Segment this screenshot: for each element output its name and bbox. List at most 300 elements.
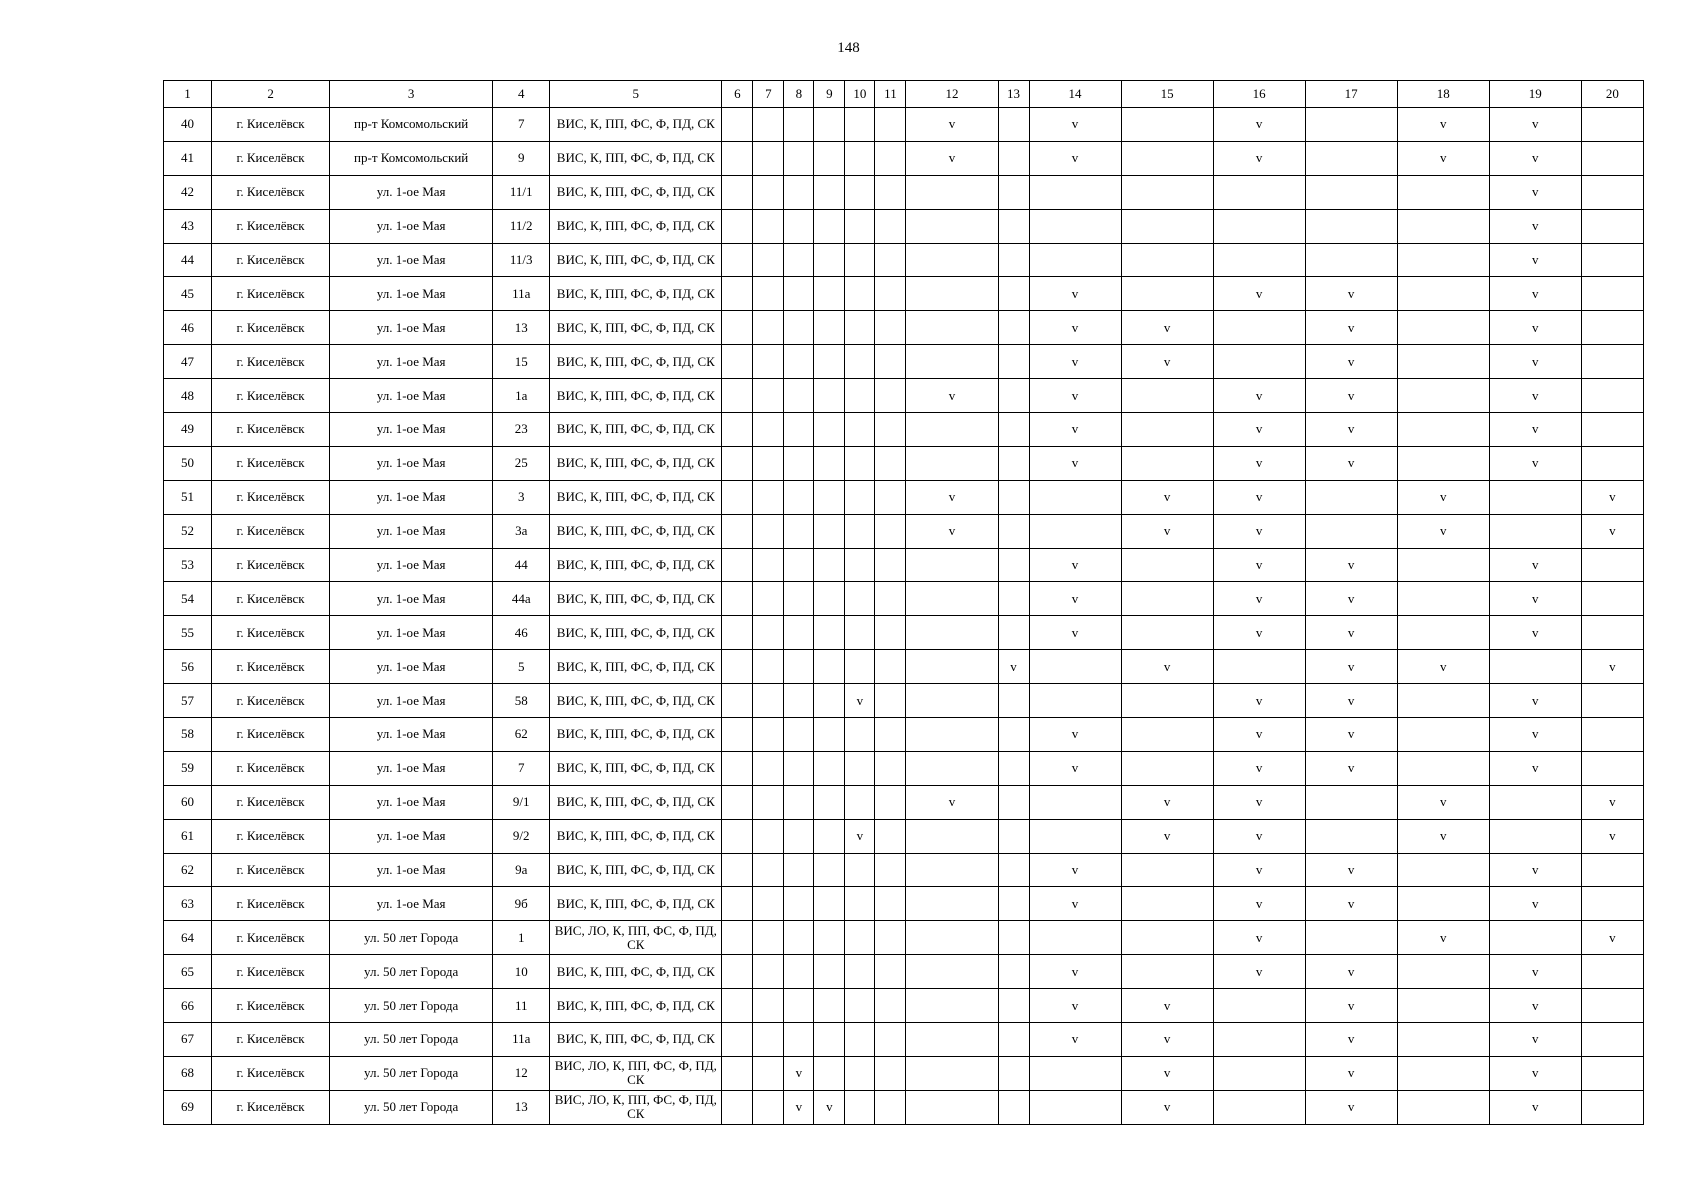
table-row bbox=[164, 446, 1644, 480]
empty-cell bbox=[1397, 379, 1489, 413]
check-mark-cell: v bbox=[1489, 751, 1581, 785]
empty-cell bbox=[875, 921, 906, 955]
table-row bbox=[164, 921, 1644, 955]
check-mark-cell: v bbox=[1305, 582, 1397, 616]
empty-cell bbox=[1121, 108, 1213, 142]
empty-cell bbox=[753, 379, 784, 413]
empty-cell bbox=[722, 819, 753, 853]
table-row bbox=[164, 650, 1644, 684]
empty-cell bbox=[875, 514, 906, 548]
check-mark-cell: v bbox=[1121, 819, 1213, 853]
empty-cell bbox=[1581, 141, 1643, 175]
empty-cell bbox=[845, 345, 875, 379]
empty-cell bbox=[1397, 1056, 1489, 1090]
registry-table bbox=[163, 80, 1644, 1125]
check-mark-cell: v bbox=[1029, 751, 1121, 785]
works-list-cell: ВИС, ЛО, К, ПП, ФС, Ф, ПД, СК bbox=[550, 1056, 722, 1090]
empty-cell bbox=[998, 989, 1029, 1023]
check-mark-cell: v bbox=[1489, 243, 1581, 277]
empty-cell bbox=[906, 582, 998, 616]
empty-cell bbox=[875, 379, 906, 413]
empty-cell bbox=[1397, 243, 1489, 277]
check-mark-cell: v bbox=[1213, 413, 1305, 447]
house-number-cell: 11/1 bbox=[493, 175, 550, 209]
empty-cell bbox=[1397, 175, 1489, 209]
check-mark-cell: v bbox=[998, 650, 1029, 684]
check-mark-cell: v bbox=[1121, 514, 1213, 548]
empty-cell bbox=[753, 514, 784, 548]
empty-cell bbox=[784, 379, 814, 413]
house-number-cell: 9б bbox=[493, 887, 550, 921]
check-mark-cell: v bbox=[1213, 718, 1305, 752]
empty-cell bbox=[784, 853, 814, 887]
empty-cell bbox=[784, 175, 814, 209]
table-row bbox=[164, 108, 1644, 142]
empty-cell bbox=[998, 751, 1029, 785]
empty-cell bbox=[906, 921, 998, 955]
works-list-cell: ВИС, К, ПП, ФС, Ф, ПД, СК bbox=[550, 582, 722, 616]
empty-cell bbox=[814, 955, 845, 989]
empty-cell bbox=[753, 277, 784, 311]
empty-cell bbox=[814, 175, 845, 209]
table-row bbox=[164, 141, 1644, 175]
city-cell: г. Киселёвск bbox=[212, 345, 330, 379]
city-cell: г. Киселёвск bbox=[212, 921, 330, 955]
empty-cell bbox=[998, 379, 1029, 413]
city-cell: г. Киселёвск bbox=[212, 514, 330, 548]
check-mark-cell: v bbox=[1213, 819, 1305, 853]
empty-cell bbox=[998, 209, 1029, 243]
empty-cell bbox=[875, 887, 906, 921]
empty-cell bbox=[1581, 108, 1643, 142]
empty-cell bbox=[814, 311, 845, 345]
city-cell: г. Киселёвск bbox=[212, 650, 330, 684]
empty-cell bbox=[1029, 1090, 1121, 1124]
empty-cell bbox=[845, 853, 875, 887]
table-row bbox=[164, 887, 1644, 921]
empty-cell bbox=[1489, 819, 1581, 853]
empty-cell bbox=[1121, 548, 1213, 582]
street-cell: ул. 1-ое Мая bbox=[330, 277, 493, 311]
empty-cell bbox=[814, 650, 845, 684]
house-number-cell: 11/2 bbox=[493, 209, 550, 243]
empty-cell bbox=[875, 819, 906, 853]
empty-cell bbox=[722, 1023, 753, 1057]
header-cell: 6 bbox=[722, 81, 753, 108]
check-mark-cell: v bbox=[1121, 989, 1213, 1023]
street-cell: ул. 1-ое Мая bbox=[330, 548, 493, 582]
works-list-cell: ВИС, К, ПП, ФС, Ф, ПД, СК bbox=[550, 684, 722, 718]
empty-cell bbox=[1397, 1090, 1489, 1124]
empty-cell bbox=[784, 446, 814, 480]
empty-cell bbox=[1029, 480, 1121, 514]
table-row bbox=[164, 989, 1644, 1023]
empty-cell bbox=[1305, 209, 1397, 243]
empty-cell bbox=[998, 345, 1029, 379]
check-mark-cell: v bbox=[1121, 1090, 1213, 1124]
empty-cell bbox=[753, 853, 784, 887]
empty-cell bbox=[906, 1023, 998, 1057]
empty-cell bbox=[906, 1090, 998, 1124]
empty-cell bbox=[753, 989, 784, 1023]
city-cell: г. Киселёвск bbox=[212, 175, 330, 209]
row-number-cell: 48 bbox=[164, 379, 212, 413]
city-cell: г. Киселёвск bbox=[212, 548, 330, 582]
empty-cell bbox=[722, 1056, 753, 1090]
street-cell: ул. 1-ое Мая bbox=[330, 684, 493, 718]
empty-cell bbox=[814, 243, 845, 277]
check-mark-cell: v bbox=[1581, 650, 1643, 684]
empty-cell bbox=[1121, 209, 1213, 243]
empty-cell bbox=[753, 345, 784, 379]
street-cell: ул. 1-ое Мая bbox=[330, 480, 493, 514]
empty-cell bbox=[1397, 1023, 1489, 1057]
street-cell: ул. 1-ое Мая bbox=[330, 853, 493, 887]
empty-cell bbox=[1397, 718, 1489, 752]
empty-cell bbox=[1581, 989, 1643, 1023]
empty-cell bbox=[784, 616, 814, 650]
check-mark-cell: v bbox=[1213, 480, 1305, 514]
empty-cell bbox=[722, 921, 753, 955]
check-mark-cell: v bbox=[1213, 616, 1305, 650]
empty-cell bbox=[753, 955, 784, 989]
empty-cell bbox=[784, 785, 814, 819]
row-number-cell: 66 bbox=[164, 989, 212, 1023]
empty-cell bbox=[722, 243, 753, 277]
empty-cell bbox=[753, 921, 784, 955]
street-cell: пр-т Комсомольский bbox=[330, 141, 493, 175]
empty-cell bbox=[722, 1090, 753, 1124]
empty-cell bbox=[784, 989, 814, 1023]
empty-cell bbox=[722, 718, 753, 752]
check-mark-cell: v bbox=[906, 785, 998, 819]
house-number-cell: 3 bbox=[493, 480, 550, 514]
empty-cell bbox=[998, 480, 1029, 514]
city-cell: г. Киселёвск bbox=[212, 989, 330, 1023]
check-mark-cell: v bbox=[1489, 1090, 1581, 1124]
empty-cell bbox=[722, 955, 753, 989]
empty-cell bbox=[814, 819, 845, 853]
empty-cell bbox=[1213, 243, 1305, 277]
row-number-cell: 42 bbox=[164, 175, 212, 209]
empty-cell bbox=[753, 785, 784, 819]
empty-cell bbox=[845, 616, 875, 650]
city-cell: г. Киселёвск bbox=[212, 751, 330, 785]
empty-cell bbox=[753, 243, 784, 277]
empty-cell bbox=[753, 684, 784, 718]
empty-cell bbox=[845, 379, 875, 413]
empty-cell bbox=[845, 480, 875, 514]
row-number-cell: 41 bbox=[164, 141, 212, 175]
empty-cell bbox=[845, 751, 875, 785]
empty-cell bbox=[814, 209, 845, 243]
row-number-cell: 67 bbox=[164, 1023, 212, 1057]
check-mark-cell: v bbox=[1029, 955, 1121, 989]
works-list-cell: ВИС, К, ПП, ФС, Ф, ПД, СК bbox=[550, 1023, 722, 1057]
row-number-cell: 53 bbox=[164, 548, 212, 582]
empty-cell bbox=[998, 1023, 1029, 1057]
empty-cell bbox=[1581, 379, 1643, 413]
empty-cell bbox=[1213, 650, 1305, 684]
empty-cell bbox=[906, 684, 998, 718]
works-list-cell: ВИС, К, ПП, ФС, Ф, ПД, СК bbox=[550, 345, 722, 379]
empty-cell bbox=[906, 718, 998, 752]
city-cell: г. Киселёвск bbox=[212, 718, 330, 752]
empty-cell bbox=[875, 955, 906, 989]
works-list-cell: ВИС, К, ПП, ФС, Ф, ПД, СК bbox=[550, 108, 722, 142]
check-mark-cell: v bbox=[1029, 446, 1121, 480]
check-mark-cell: v bbox=[1213, 514, 1305, 548]
empty-cell bbox=[875, 141, 906, 175]
empty-cell bbox=[845, 887, 875, 921]
empty-cell bbox=[1029, 175, 1121, 209]
empty-cell bbox=[814, 1056, 845, 1090]
table-row bbox=[164, 785, 1644, 819]
street-cell: ул. 1-ое Мая bbox=[330, 209, 493, 243]
empty-cell bbox=[1397, 548, 1489, 582]
check-mark-cell: v bbox=[1213, 887, 1305, 921]
empty-cell bbox=[722, 887, 753, 921]
row-number-cell: 50 bbox=[164, 446, 212, 480]
check-mark-cell: v bbox=[1213, 379, 1305, 413]
empty-cell bbox=[1397, 616, 1489, 650]
empty-cell bbox=[753, 1056, 784, 1090]
empty-cell bbox=[814, 684, 845, 718]
empty-cell bbox=[784, 751, 814, 785]
empty-cell bbox=[753, 141, 784, 175]
row-number-cell: 49 bbox=[164, 413, 212, 447]
empty-cell bbox=[753, 413, 784, 447]
empty-cell bbox=[1305, 819, 1397, 853]
check-mark-cell: v bbox=[1213, 921, 1305, 955]
works-list-cell: ВИС, К, ПП, ФС, Ф, ПД, СК bbox=[550, 989, 722, 1023]
table-body bbox=[164, 108, 1644, 1125]
check-mark-cell: v bbox=[1489, 379, 1581, 413]
empty-cell bbox=[814, 108, 845, 142]
row-number-cell: 62 bbox=[164, 853, 212, 887]
empty-cell bbox=[814, 446, 845, 480]
empty-cell bbox=[1121, 243, 1213, 277]
header-cell: 18 bbox=[1397, 81, 1489, 108]
check-mark-cell: v bbox=[1213, 277, 1305, 311]
street-cell: ул. 1-ое Мая bbox=[330, 887, 493, 921]
empty-cell bbox=[753, 1023, 784, 1057]
check-mark-cell: v bbox=[1029, 277, 1121, 311]
empty-cell bbox=[906, 616, 998, 650]
empty-cell bbox=[1121, 446, 1213, 480]
empty-cell bbox=[1213, 311, 1305, 345]
table-row bbox=[164, 413, 1644, 447]
empty-cell bbox=[1029, 921, 1121, 955]
empty-cell bbox=[1121, 853, 1213, 887]
check-mark-cell: v bbox=[1029, 413, 1121, 447]
check-mark-cell: v bbox=[1489, 548, 1581, 582]
empty-cell bbox=[753, 887, 784, 921]
empty-cell bbox=[845, 243, 875, 277]
empty-cell bbox=[875, 209, 906, 243]
table-row bbox=[164, 243, 1644, 277]
table-row bbox=[164, 209, 1644, 243]
street-cell: ул. 50 лет Города bbox=[330, 989, 493, 1023]
check-mark-cell: v bbox=[1121, 345, 1213, 379]
empty-cell bbox=[1397, 277, 1489, 311]
empty-cell bbox=[1397, 446, 1489, 480]
empty-cell bbox=[1581, 751, 1643, 785]
empty-cell bbox=[1121, 718, 1213, 752]
empty-cell bbox=[753, 650, 784, 684]
header-cell: 9 bbox=[814, 81, 845, 108]
empty-cell bbox=[784, 209, 814, 243]
works-list-cell: ВИС, ЛО, К, ПП, ФС, Ф, ПД, СК bbox=[550, 1090, 722, 1124]
empty-cell bbox=[1121, 413, 1213, 447]
works-list-cell: ВИС, К, ПП, ФС, Ф, ПД, СК bbox=[550, 718, 722, 752]
empty-cell bbox=[1581, 1090, 1643, 1124]
empty-cell bbox=[722, 989, 753, 1023]
empty-cell bbox=[784, 887, 814, 921]
house-number-cell: 44а bbox=[493, 582, 550, 616]
works-list-cell: ВИС, К, ПП, ФС, Ф, ПД, СК bbox=[550, 277, 722, 311]
empty-cell bbox=[1397, 955, 1489, 989]
house-number-cell: 9 bbox=[493, 141, 550, 175]
empty-cell bbox=[784, 1023, 814, 1057]
table-row bbox=[164, 751, 1644, 785]
check-mark-cell: v bbox=[1397, 921, 1489, 955]
empty-cell bbox=[814, 582, 845, 616]
empty-cell bbox=[998, 108, 1029, 142]
empty-cell bbox=[1029, 650, 1121, 684]
empty-cell bbox=[722, 548, 753, 582]
check-mark-cell: v bbox=[1029, 345, 1121, 379]
row-number-cell: 60 bbox=[164, 785, 212, 819]
street-cell: ул. 50 лет Города bbox=[330, 955, 493, 989]
check-mark-cell: v bbox=[784, 1056, 814, 1090]
header-cell: 1 bbox=[164, 81, 212, 108]
empty-cell bbox=[998, 718, 1029, 752]
empty-cell bbox=[1581, 209, 1643, 243]
empty-cell bbox=[1581, 616, 1643, 650]
check-mark-cell: v bbox=[1121, 480, 1213, 514]
header-cell: 15 bbox=[1121, 81, 1213, 108]
empty-cell bbox=[998, 446, 1029, 480]
street-cell: ул. 1-ое Мая bbox=[330, 379, 493, 413]
empty-cell bbox=[906, 277, 998, 311]
empty-cell bbox=[1581, 582, 1643, 616]
header-cell: 19 bbox=[1489, 81, 1581, 108]
works-list-cell: ВИС, К, ПП, ФС, Ф, ПД, СК bbox=[550, 751, 722, 785]
empty-cell bbox=[998, 311, 1029, 345]
empty-cell bbox=[845, 141, 875, 175]
empty-cell bbox=[1489, 785, 1581, 819]
header-cell: 17 bbox=[1305, 81, 1397, 108]
empty-cell bbox=[1029, 209, 1121, 243]
check-mark-cell: v bbox=[784, 1090, 814, 1124]
empty-cell bbox=[845, 446, 875, 480]
check-mark-cell: v bbox=[1213, 955, 1305, 989]
row-number-cell: 65 bbox=[164, 955, 212, 989]
empty-cell bbox=[753, 582, 784, 616]
empty-cell bbox=[845, 108, 875, 142]
empty-cell bbox=[875, 311, 906, 345]
empty-cell bbox=[1581, 1056, 1643, 1090]
empty-cell bbox=[1213, 1023, 1305, 1057]
check-mark-cell: v bbox=[906, 480, 998, 514]
check-mark-cell: v bbox=[1213, 785, 1305, 819]
works-list-cell: ВИС, К, ПП, ФС, Ф, ПД, СК bbox=[550, 209, 722, 243]
street-cell: ул. 50 лет Города bbox=[330, 921, 493, 955]
house-number-cell: 9/1 bbox=[493, 785, 550, 819]
empty-cell bbox=[845, 175, 875, 209]
empty-cell bbox=[845, 514, 875, 548]
table-row bbox=[164, 582, 1644, 616]
empty-cell bbox=[1213, 1056, 1305, 1090]
empty-cell bbox=[784, 582, 814, 616]
empty-cell bbox=[906, 650, 998, 684]
empty-cell bbox=[998, 819, 1029, 853]
header-cell: 7 bbox=[753, 81, 784, 108]
check-mark-cell: v bbox=[1213, 548, 1305, 582]
house-number-cell: 9а bbox=[493, 853, 550, 887]
empty-cell bbox=[998, 616, 1029, 650]
check-mark-cell: v bbox=[1581, 921, 1643, 955]
empty-cell bbox=[845, 921, 875, 955]
empty-cell bbox=[814, 277, 845, 311]
empty-cell bbox=[753, 616, 784, 650]
empty-cell bbox=[1397, 853, 1489, 887]
check-mark-cell: v bbox=[1029, 718, 1121, 752]
row-number-cell: 63 bbox=[164, 887, 212, 921]
empty-cell bbox=[1581, 243, 1643, 277]
check-mark-cell: v bbox=[1029, 108, 1121, 142]
empty-cell bbox=[1397, 887, 1489, 921]
check-mark-cell: v bbox=[1489, 684, 1581, 718]
check-mark-cell: v bbox=[1213, 141, 1305, 175]
check-mark-cell: v bbox=[1213, 751, 1305, 785]
empty-cell bbox=[1029, 1056, 1121, 1090]
empty-cell bbox=[1121, 684, 1213, 718]
header-cell: 20 bbox=[1581, 81, 1643, 108]
page-number: 148 bbox=[837, 40, 860, 56]
empty-cell bbox=[784, 819, 814, 853]
empty-cell bbox=[753, 751, 784, 785]
empty-cell bbox=[845, 650, 875, 684]
empty-cell bbox=[875, 480, 906, 514]
row-number-cell: 47 bbox=[164, 345, 212, 379]
works-list-cell: ВИС, К, ПП, ФС, Ф, ПД, СК bbox=[550, 243, 722, 277]
city-cell: г. Киселёвск bbox=[212, 277, 330, 311]
empty-cell bbox=[1121, 955, 1213, 989]
house-number-cell: 10 bbox=[493, 955, 550, 989]
row-number-cell: 59 bbox=[164, 751, 212, 785]
empty-cell bbox=[784, 311, 814, 345]
check-mark-cell: v bbox=[1489, 311, 1581, 345]
empty-cell bbox=[1121, 887, 1213, 921]
empty-cell bbox=[1397, 345, 1489, 379]
empty-cell bbox=[814, 1023, 845, 1057]
empty-cell bbox=[1581, 175, 1643, 209]
header-cell: 14 bbox=[1029, 81, 1121, 108]
empty-cell bbox=[784, 718, 814, 752]
empty-cell bbox=[1121, 141, 1213, 175]
empty-cell bbox=[814, 853, 845, 887]
header-cell: 2 bbox=[212, 81, 330, 108]
empty-cell bbox=[1029, 684, 1121, 718]
row-number-cell: 58 bbox=[164, 718, 212, 752]
empty-cell bbox=[722, 311, 753, 345]
empty-cell bbox=[906, 955, 998, 989]
house-number-cell: 11 bbox=[493, 989, 550, 1023]
works-list-cell: ВИС, К, ПП, ФС, Ф, ПД, СК bbox=[550, 650, 722, 684]
works-list-cell: ВИС, К, ПП, ФС, Ф, ПД, СК bbox=[550, 480, 722, 514]
